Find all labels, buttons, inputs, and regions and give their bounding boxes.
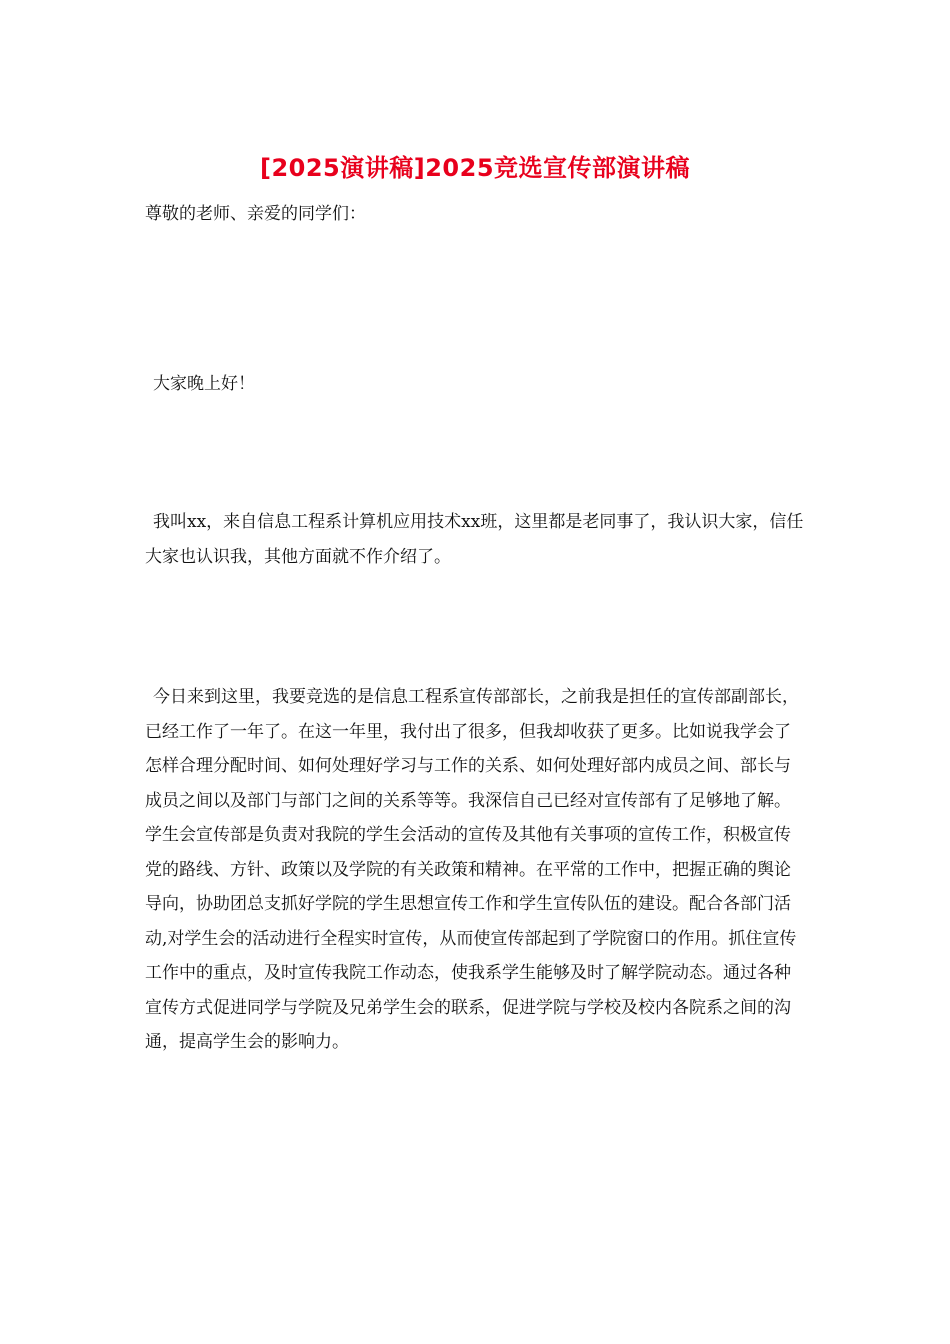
greeting-paragraph: 大家晚上好！ bbox=[153, 374, 255, 394]
salutation: 尊敬的老师、亲爱的同学们： bbox=[145, 204, 366, 224]
intro-paragraph: 我叫xx，来自信息工程系计算机应用技术xx班，这里都是老同事了，我认识大家，信任大家也认识我，其他方面就不作介绍了。 bbox=[145, 512, 804, 567]
document-title: [2025演讲稿]2025竞选宣传部演讲稿 bbox=[259, 154, 691, 182]
body-paragraph: 今日来到这里，我要竞选的是信息工程系宣传部部长，之前我是担任的宣传部副部长，已经工作了一年了。在这一年里，我付出了很多，但我却收获了更多。比如说我学会了怎样合理分配时间、如何处理好学习与工作的关系、如何处理好部内成员之间、部长与成员之间以及部门与部门之间的关系等等。我深信自己已经对宣传部有了足够地了解。学生会宣传部是负责对我院的学生会活动的宣传及其他有关事项的宣传工作，积极宣传党的路线、方针、政策以及学院的有关政策和精神。在平常的工作中，把握正确的舆论导向，协助团总支抓好学院的学生思想宣传工作和学生宣传队伍的建设。配合各部门活动,对学生会的活动进行全程实时宣传，从而使宣传部起到了学院窗口的作用。抓住宣传工作中的重点，及时宣传我院工作动态，使我系学生能够及时了解学院动态。通过各种宣传方式促进同学与学院及兄弟学生会的联系，促进学院与学校及校内各院系之间的沟通，提高学生会的影响力。 bbox=[145, 687, 799, 1052]
